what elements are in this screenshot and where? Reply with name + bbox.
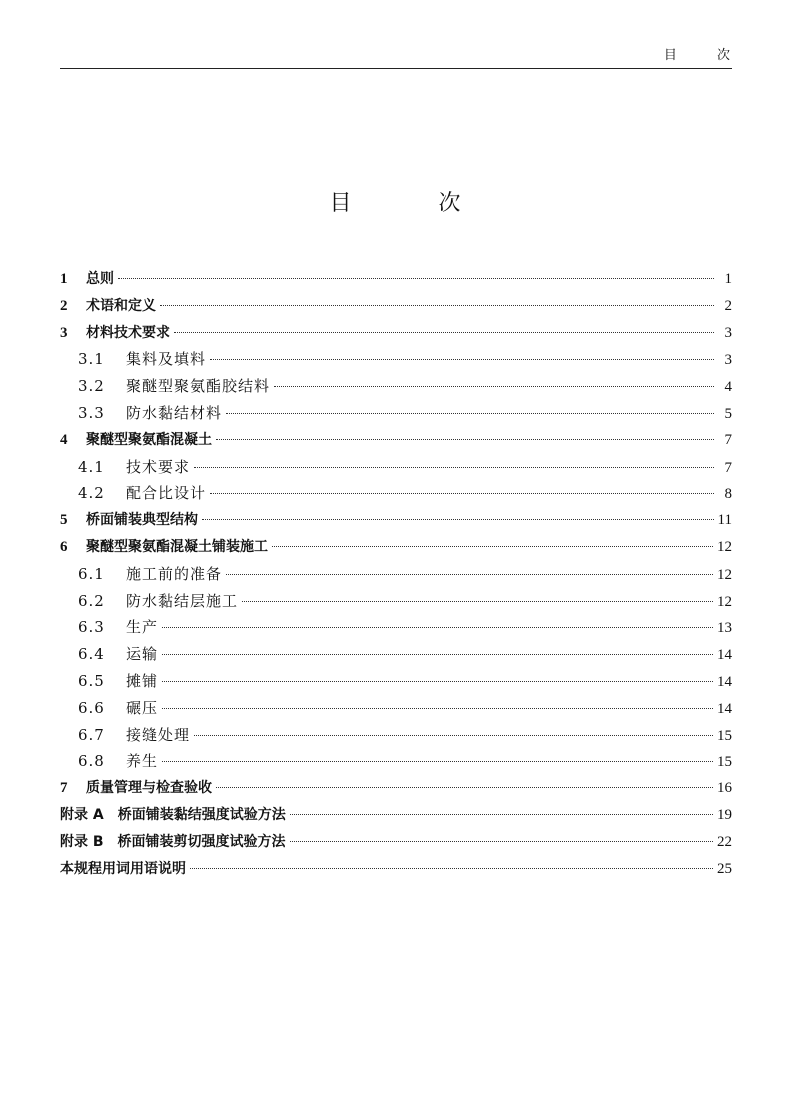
toc-entry-2[interactable] (60, 295, 732, 322)
toc-entry-title: 质量管理与检查验收 (86, 780, 212, 797)
toc-entry-page: 11 (717, 512, 732, 529)
toc-entry-title: 桥面铺装黏结强度试验方法 (117, 806, 286, 823)
toc-entry-page: 4 (724, 379, 732, 396)
dot-leader (162, 627, 713, 628)
toc-entry-number: 6 (60, 538, 68, 555)
toc-entry-page: 12 (717, 538, 732, 555)
toc-entry-number: 6.1 (78, 564, 105, 583)
toc-entry-page: 15 (717, 754, 732, 771)
toc-entry-title: 本规程用词用语说明 (60, 860, 186, 877)
toc-entry-title: 配合比设计 (126, 484, 207, 503)
toc-entry-title: 防水黏结材料 (126, 403, 223, 422)
toc-entry-6[interactable] (60, 536, 732, 563)
dot-leader (162, 681, 713, 682)
toc-entry-number: 6.4 (78, 645, 105, 664)
toc-entry-page: 14 (717, 700, 732, 717)
dot-leader (160, 305, 714, 306)
toc-entry-page: 12 (717, 593, 732, 610)
dot-leader (162, 654, 713, 655)
dot-leader (290, 814, 713, 815)
toc-entry-6-4[interactable] (60, 643, 732, 670)
toc-entry-title: 总则 (86, 271, 114, 287)
toc-entry-6-3[interactable] (60, 616, 732, 643)
toc-entry-page: 7 (724, 459, 732, 476)
dot-leader (226, 574, 713, 575)
toc-entry-title: 养生 (126, 752, 159, 771)
toc-entry-title: 摊铺 (126, 671, 159, 690)
toc-entry-page: 1 (724, 271, 732, 287)
toc-entry-number: 6.2 (78, 591, 105, 610)
toc-entry-number: 6.7 (78, 725, 105, 744)
toc-entry-title: 集料及填料 (126, 350, 207, 369)
dot-leader (274, 386, 714, 387)
toc-entry-page: 16 (717, 780, 732, 797)
toc-entry-1[interactable] (60, 268, 732, 295)
header-rule (60, 68, 732, 69)
toc-entry-title: 接缝处理 (126, 725, 191, 744)
toc-entry-page: 5 (724, 405, 732, 422)
toc-entry-number: 7 (60, 780, 68, 797)
toc-entry-title: 聚醚型聚氨酯混凝土 (86, 431, 212, 448)
toc-entry-page: 7 (724, 431, 732, 448)
toc-entry-number: 6.8 (78, 752, 105, 771)
toc-entry-number: 3.2 (78, 377, 105, 396)
toc-entry-number: 2 (60, 297, 68, 314)
toc-entry-number: 3 (60, 324, 68, 341)
page-title: 目 次 (329, 191, 501, 216)
toc-entry-number: 附录 A (60, 806, 104, 823)
toc-entry-4-1[interactable] (60, 456, 732, 483)
toc-entry-number: 4.1 (78, 457, 105, 476)
dot-leader (194, 467, 714, 468)
toc-entry-page: 3 (724, 352, 732, 369)
dot-leader (162, 708, 713, 709)
toc-entry-7[interactable] (60, 777, 732, 804)
toc-entry-3-1[interactable] (60, 348, 732, 375)
toc-entry-title: 运输 (126, 645, 159, 664)
toc-entry-title: 防水黏结层施工 (126, 591, 239, 610)
table-of-contents (60, 268, 732, 884)
toc-entry-page: 2 (724, 297, 732, 314)
dot-leader (216, 439, 714, 440)
toc-entry-title: 施工前的准备 (126, 564, 223, 583)
toc-entry-number: 4.2 (78, 484, 105, 503)
toc-entry-appendix-a[interactable] (60, 804, 732, 831)
dot-leader (272, 546, 713, 547)
toc-entry-appendix-b[interactable] (60, 831, 732, 858)
toc-entry-page: 13 (717, 620, 732, 637)
toc-entry-page: 14 (717, 647, 732, 664)
toc-entry-title: 碾压 (126, 698, 159, 717)
toc-entry-title: 材料技术要求 (86, 324, 170, 341)
toc-entry-3[interactable] (60, 322, 732, 349)
running-head: 目 次 (663, 48, 748, 63)
toc-entry-title: 技术要求 (126, 457, 191, 476)
dot-leader (194, 735, 713, 736)
toc-entry-3-2[interactable] (60, 375, 732, 402)
dot-leader (242, 601, 713, 602)
toc-entry-page: 3 (724, 324, 732, 341)
dot-leader (210, 359, 714, 360)
toc-entry-6-7[interactable] (60, 724, 732, 751)
dot-leader (226, 413, 714, 414)
toc-entry-page: 19 (717, 806, 732, 823)
toc-entry-title: 术语和定义 (86, 297, 156, 314)
dot-leader (118, 278, 714, 279)
toc-entry-number: 4 (60, 431, 68, 448)
toc-entry-page: 8 (724, 486, 732, 503)
toc-entry-6-5[interactable] (60, 670, 732, 697)
toc-entry-number: 6.6 (78, 698, 105, 717)
toc-entry-number: 6.5 (78, 671, 105, 690)
toc-entry-6-2[interactable] (60, 590, 732, 617)
dot-leader (202, 519, 714, 520)
toc-entry-title: 生产 (126, 618, 159, 637)
toc-entry-6-1[interactable] (60, 563, 732, 590)
toc-entry-number: 附录 B (60, 833, 104, 850)
dot-leader (210, 493, 714, 494)
toc-entry-page: 25 (717, 860, 732, 877)
toc-entry-6-8[interactable] (60, 750, 732, 777)
dot-leader (190, 868, 713, 869)
toc-entry-title: 桥面铺装典型结构 (86, 512, 198, 529)
dot-leader (216, 787, 713, 788)
toc-entry-number: 3.1 (78, 350, 105, 369)
toc-entry-5[interactable] (60, 509, 732, 536)
toc-entry-page: 22 (717, 833, 732, 850)
toc-entry-title: 聚醚型聚氨酯胶结料 (126, 377, 271, 396)
toc-entry-4-2[interactable] (60, 482, 732, 509)
toc-entry-page: 12 (717, 566, 732, 583)
toc-entry-number: 3.3 (78, 403, 105, 422)
toc-entry-6-6[interactable] (60, 697, 732, 724)
toc-entry-number: 6.3 (78, 618, 105, 637)
toc-entry-3-3[interactable] (60, 402, 732, 429)
dot-leader (174, 332, 714, 333)
toc-entry-page: 14 (717, 673, 732, 690)
toc-entry-4[interactable] (60, 429, 732, 456)
dot-leader (162, 761, 713, 762)
toc-entry-number: 1 (60, 271, 68, 287)
toc-entry-terminology[interactable] (60, 858, 732, 885)
toc-entry-title: 聚醚型聚氨酯混凝土铺装施工 (86, 538, 268, 555)
toc-entry-page: 15 (717, 727, 732, 744)
toc-entry-number: 5 (60, 512, 68, 529)
toc-entry-title: 桥面铺装剪切强度试验方法 (117, 833, 286, 850)
dot-leader (290, 841, 713, 842)
